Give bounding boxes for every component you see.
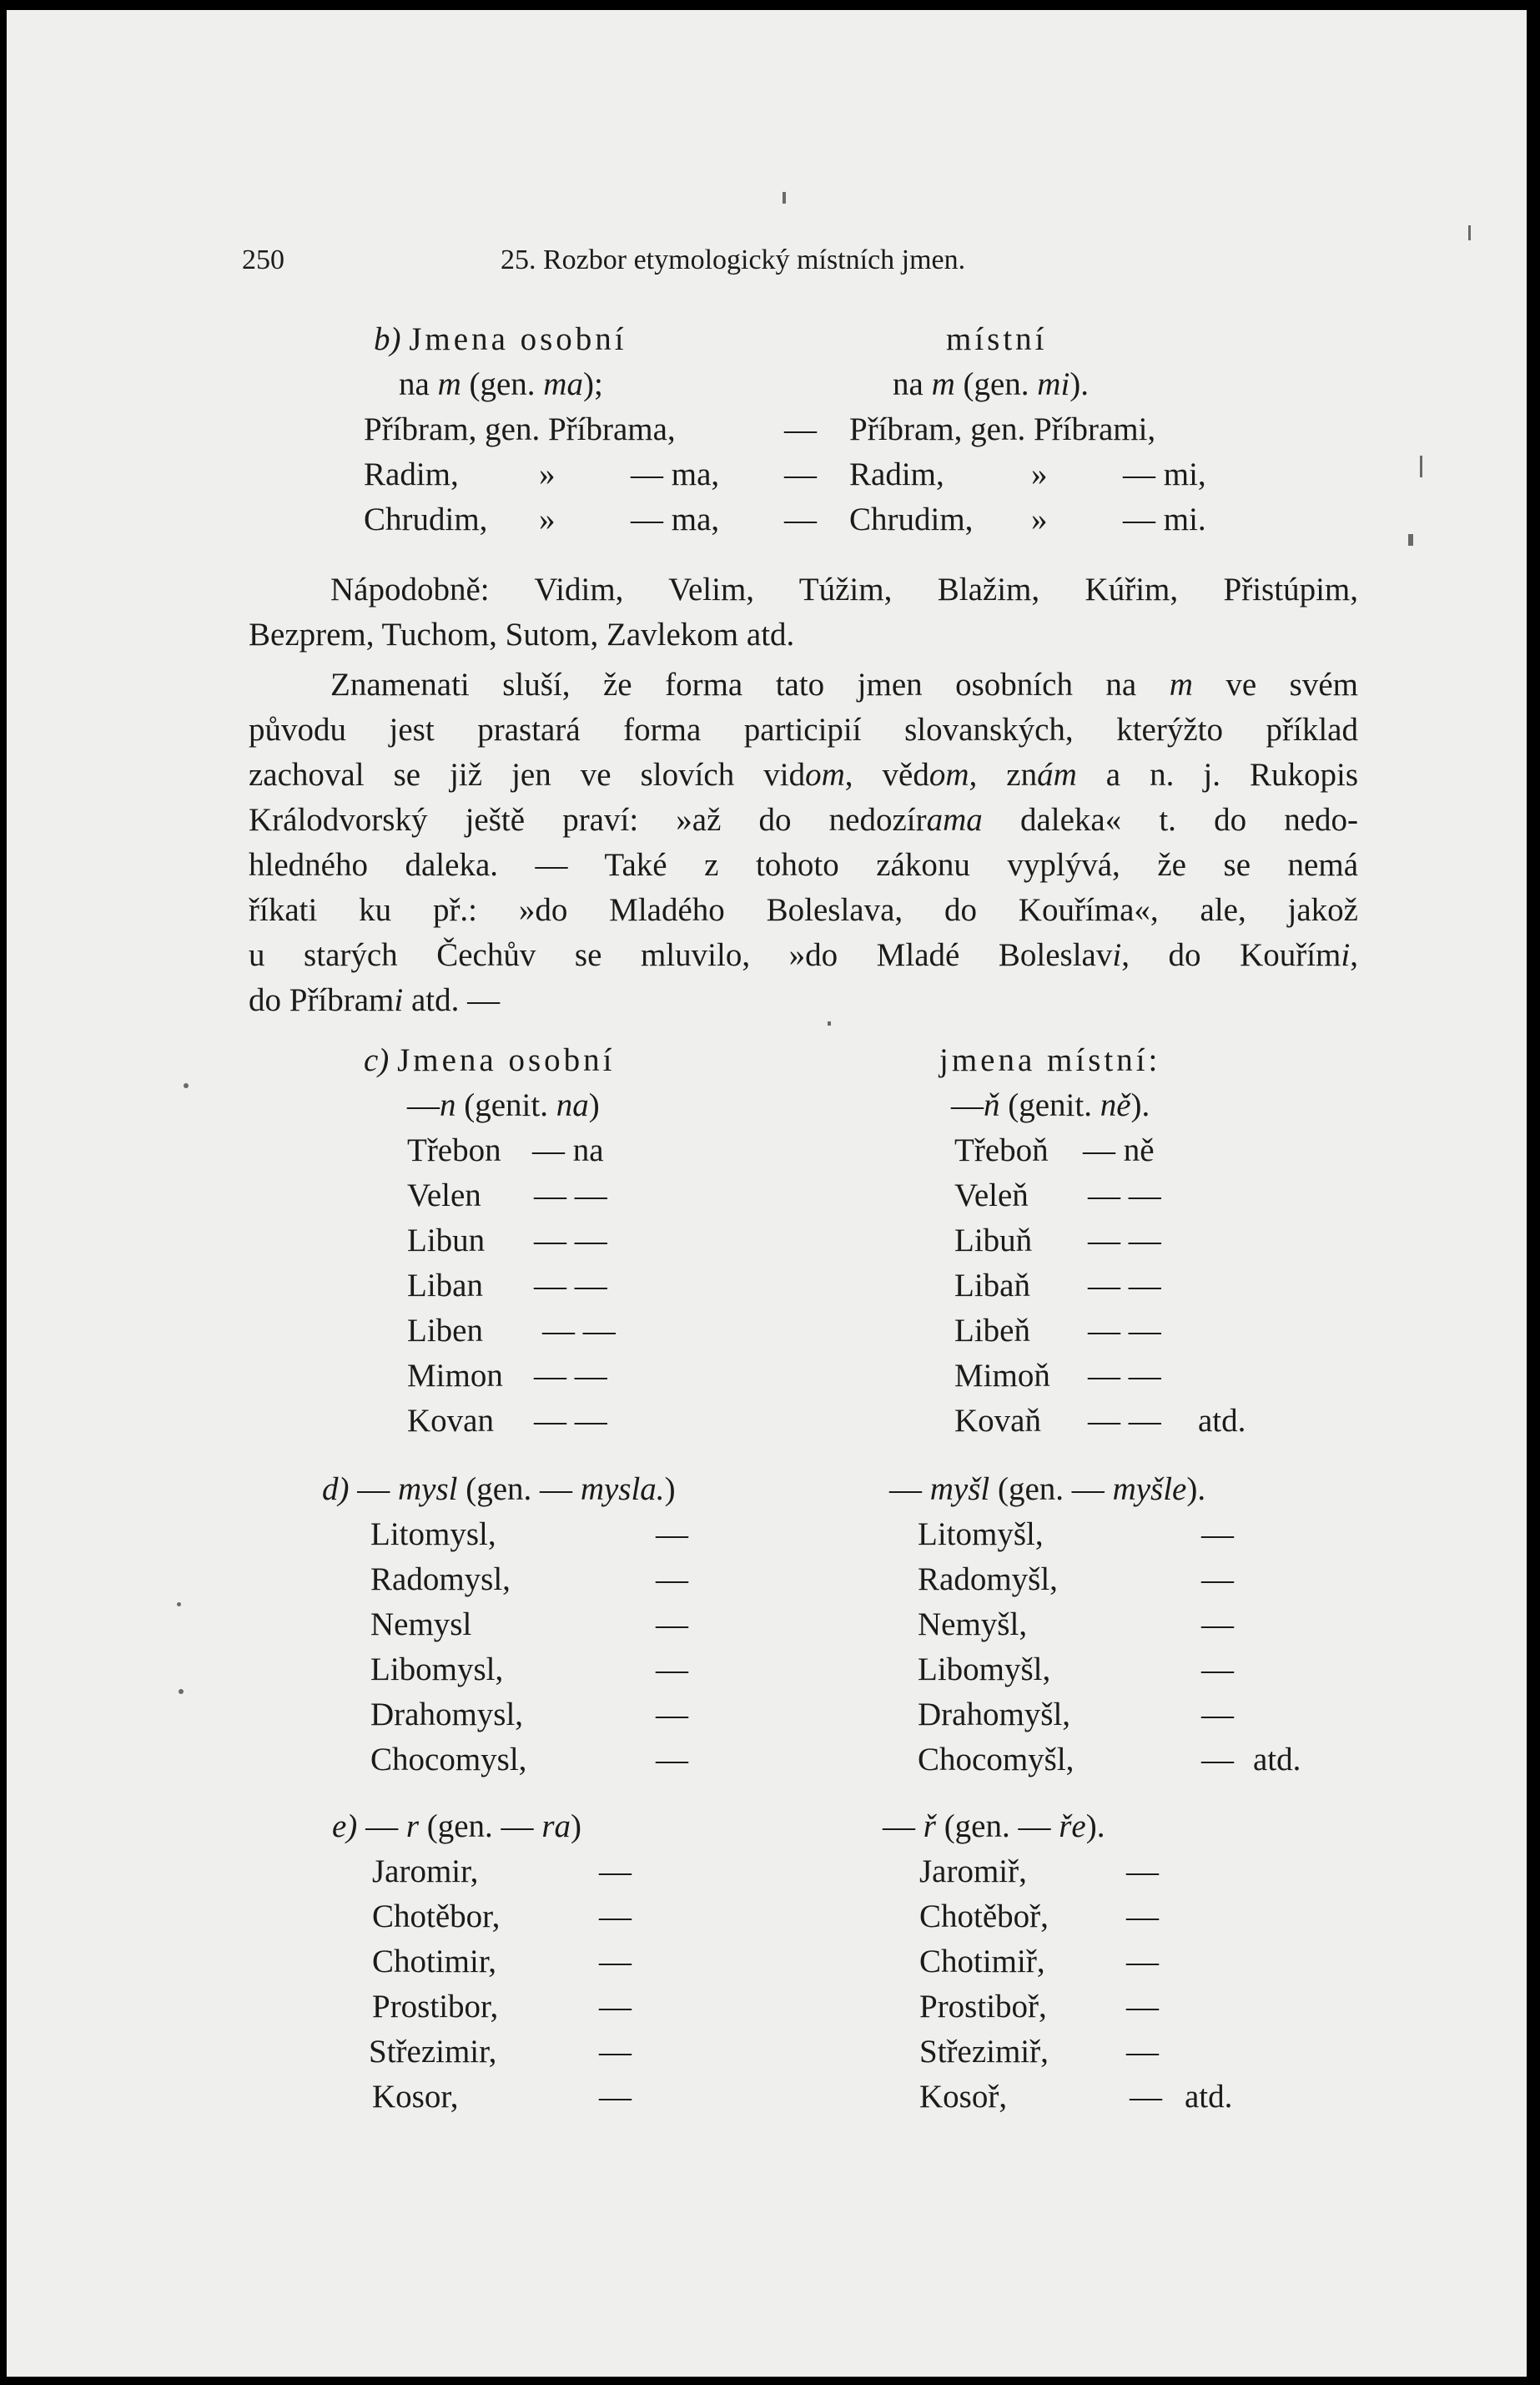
section-c-place-title: jmena místní: <box>939 1042 1161 1078</box>
section-e-place-dash: — <box>1130 2079 1162 2115</box>
ditto-mark: » <box>539 456 556 492</box>
section-b-place-ending: — mi. <box>1123 502 1206 537</box>
section-e-etc: atd. <box>1185 2079 1233 2115</box>
section-d-place-dash: — <box>1201 1561 1234 1597</box>
section-b-personal-title: b) Jmena osobní <box>374 321 627 357</box>
section-c-personal-name: Libun <box>407 1223 486 1258</box>
section-d-place-dash: — <box>1201 1651 1234 1687</box>
section-b-place-title: místní <box>946 321 1048 357</box>
section-e-personal-name: Prostibor, <box>372 1989 499 2024</box>
section-c-place-name: Veleň <box>954 1177 1029 1213</box>
section-e-personal-dash: — <box>599 1944 632 1979</box>
page-number: 250 <box>242 245 284 275</box>
section-d-personal-dash: — <box>656 1561 688 1597</box>
section-b-place-name: Radim, <box>849 456 944 492</box>
section-c-place-dash: — — <box>1088 1403 1161 1439</box>
section-e-personal-heading: e) — r (gen. — ra) <box>332 1808 581 1844</box>
section-c-place-subtitle: —ň (genit. ně). <box>951 1087 1150 1123</box>
section-d-personal-dash: — <box>656 1606 688 1642</box>
section-d-place-dash: — <box>1201 1742 1234 1777</box>
paragraph-line: do Příbrami atd. — <box>249 982 501 1018</box>
section-e-personal-dash: — <box>599 1853 632 1889</box>
section-e-personal-name: Chotimir, <box>372 1944 497 1979</box>
section-c-personal-name: Liben <box>407 1313 483 1349</box>
section-e-place-name: Prostiboř, <box>919 1989 1047 2024</box>
scan-speck <box>177 1602 181 1606</box>
section-e-personal-dash: — <box>599 1898 632 1934</box>
paragraph-line: říkati ku př.: »do Mladého Boleslava, do Kouříma«, ale, jakož <box>249 892 1358 928</box>
section-d-personal-name: Litomysl, <box>370 1516 496 1552</box>
section-d-personal-name: Drahomysl, <box>370 1697 524 1732</box>
section-b-personal-ending: — ma, <box>631 456 720 492</box>
scan-speck <box>1468 225 1471 240</box>
section-d-place-name: Chocomyšl, <box>918 1742 1074 1777</box>
section-c-personal-dash: — — <box>534 1358 607 1394</box>
section-d-place-dash: — <box>1201 1606 1234 1642</box>
section-d-place-dash: — <box>1201 1516 1234 1552</box>
paragraph-line: Znamenati sluší, že forma tato jmen osobních na m ve svém <box>330 667 1359 703</box>
section-c-personal-name: Liban <box>407 1268 483 1303</box>
section-d-place-name: Nemyšl, <box>918 1606 1028 1642</box>
section-e-place-dash: — <box>1126 1944 1159 1979</box>
section-c-place-dash: — — <box>1088 1223 1161 1258</box>
section-b-personal-name: Příbram, gen. Příbrama, <box>364 411 676 447</box>
ditto-mark: » <box>1031 456 1048 492</box>
section-c-personal-dash: — — <box>534 1403 607 1439</box>
scan-speck <box>184 1083 189 1088</box>
section-e-personal-name: Jaromir, <box>372 1853 479 1889</box>
section-b-place-subtitle: na m (gen. mi). <box>893 366 1090 402</box>
section-e-personal-dash: — <box>599 2034 632 2070</box>
ditto-mark: » <box>539 502 556 537</box>
section-d-personal-name: Libomysl, <box>370 1651 504 1687</box>
section-c-personal-dash: — — <box>534 1223 607 1258</box>
paragraph-line: zachoval se již jen ve slovích vidom, vědom, znám a n. j. Rukopis <box>249 757 1358 793</box>
section-d-place-name: Radomyšl, <box>918 1561 1058 1597</box>
section-c-personal-subtitle: —n (genit. na) <box>407 1087 600 1123</box>
section-e-place-name: Střezimiř, <box>919 2034 1049 2070</box>
section-c-place-dash: — — <box>1088 1358 1161 1394</box>
section-d-personal-name: Radomysl, <box>370 1561 511 1597</box>
section-b-row-dash: — <box>784 411 817 447</box>
section-c-place-name: Třeboň <box>954 1132 1049 1168</box>
section-b-place-ending: — mi, <box>1123 456 1206 492</box>
section-e-place-dash: — <box>1126 1853 1159 1889</box>
section-d-personal-dash: — <box>656 1697 688 1732</box>
section-c-etc: atd. <box>1198 1403 1246 1439</box>
section-e-place-heading: — ř (gen. — ře). <box>883 1808 1105 1844</box>
scan-speck <box>1420 456 1422 477</box>
section-d-place-name: Litomyšl, <box>918 1516 1044 1552</box>
paragraph-line: hledného daleka. — Také z tohoto zákonu vyplývá, že se nemá <box>249 847 1358 883</box>
section-d-place-heading: — myšl (gen. — myšle). <box>889 1471 1206 1507</box>
section-e-personal-name: Střezimir, <box>369 2034 497 2070</box>
section-d-personal-name: Chocomysl, <box>370 1742 527 1777</box>
section-e-personal-dash: — <box>599 2079 632 2115</box>
ditto-mark: » <box>1031 502 1048 537</box>
section-d-personal-dash: — <box>656 1516 688 1552</box>
section-c-place-dash: — — <box>1088 1177 1161 1213</box>
section-e-place-name: Kosoř, <box>919 2079 1008 2115</box>
section-d-place-name: Libomyšl, <box>918 1651 1051 1687</box>
section-e-place-dash: — <box>1126 1989 1159 2024</box>
section-d-personal-name: Nemysl <box>370 1606 472 1642</box>
section-b-personal-name: Radim, <box>364 456 459 492</box>
paragraph-line: Králodvorský ještě praví: »až do nedozírama daleka« t. do nedo- <box>249 802 1358 838</box>
section-e-place-dash: — <box>1126 1898 1159 1934</box>
section-e-personal-name: Kosor, <box>372 2079 459 2115</box>
section-c-place-dash: — ně <box>1083 1132 1155 1168</box>
section-c-personal-name: Velen <box>407 1177 481 1213</box>
section-e-place-dash: — <box>1126 2034 1159 2070</box>
section-c-personal-title: c) Jmena osobní <box>364 1042 616 1078</box>
section-d-place-dash: — <box>1201 1697 1234 1732</box>
book-page <box>7 10 1527 2377</box>
section-c-personal-name: Mimon <box>407 1358 503 1394</box>
scan-speck <box>828 1021 831 1026</box>
scan-speck <box>179 1689 184 1694</box>
section-c-place-name: Libeň <box>954 1313 1030 1349</box>
section-e-place-name: Chotimiř, <box>919 1944 1045 1979</box>
section-e-personal-dash: — <box>599 1989 632 2024</box>
section-b-place-name: Příbram, gen. Příbrami, <box>849 411 1156 447</box>
section-c-place-dash: — — <box>1088 1313 1161 1349</box>
section-c-place-name: Libaň <box>954 1268 1030 1303</box>
section-d-personal-heading: d) — mysl (gen. — mysla.) <box>322 1471 676 1507</box>
paragraph-line: původu jest prastará forma participií slovanských, kterýžto příklad <box>249 712 1358 748</box>
section-c-personal-dash: — — <box>534 1177 607 1213</box>
section-c-place-dash: — — <box>1088 1268 1161 1303</box>
paragraph-line: u starých Čechův se mluvilo, »do Mladé Boleslavi, do Kouřími, <box>249 937 1358 973</box>
paragraph-line: Bezprem, Tuchom, Sutom, Zavlekom atd. <box>249 617 795 653</box>
section-c-personal-dash: — — <box>534 1268 607 1303</box>
section-b-place-name: Chrudim, <box>849 502 974 537</box>
section-c-place-name: Libuň <box>954 1223 1033 1258</box>
section-c-personal-name: Kovan <box>407 1403 494 1439</box>
section-d-etc: atd. <box>1253 1742 1301 1777</box>
section-d-personal-dash: — <box>656 1742 688 1777</box>
section-b-row-dash: — <box>784 502 817 537</box>
section-e-place-name: Jaromiř, <box>919 1853 1027 1889</box>
scan-speck <box>1408 534 1413 546</box>
section-c-personal-dash: — — <box>542 1313 616 1349</box>
section-d-place-name: Drahomyšl, <box>918 1697 1071 1732</box>
section-c-personal-name: Třebon <box>407 1132 501 1168</box>
section-c-place-name: Mimoň <box>954 1358 1050 1394</box>
section-b-personal-subtitle: na m (gen. ma); <box>399 366 603 402</box>
section-b-personal-name: Chrudim, <box>364 502 488 537</box>
section-e-place-name: Chotěboř, <box>919 1898 1049 1934</box>
section-c-personal-dash: — na <box>532 1132 604 1168</box>
section-b-personal-ending: — ma, <box>631 502 720 537</box>
section-e-personal-name: Chotěbor, <box>372 1898 501 1934</box>
running-title: 25. Rozbor etymologický místních jmen. <box>501 245 966 275</box>
section-d-personal-dash: — <box>656 1651 688 1687</box>
paragraph-line: Nápodobně: Vidim, Velim, Túžim, Blažim, Kúřim, Přistúpim, <box>330 572 1358 608</box>
section-b-row-dash: — <box>784 456 817 492</box>
scan-speck <box>783 192 786 204</box>
section-c-place-name: Kovaň <box>954 1403 1041 1439</box>
